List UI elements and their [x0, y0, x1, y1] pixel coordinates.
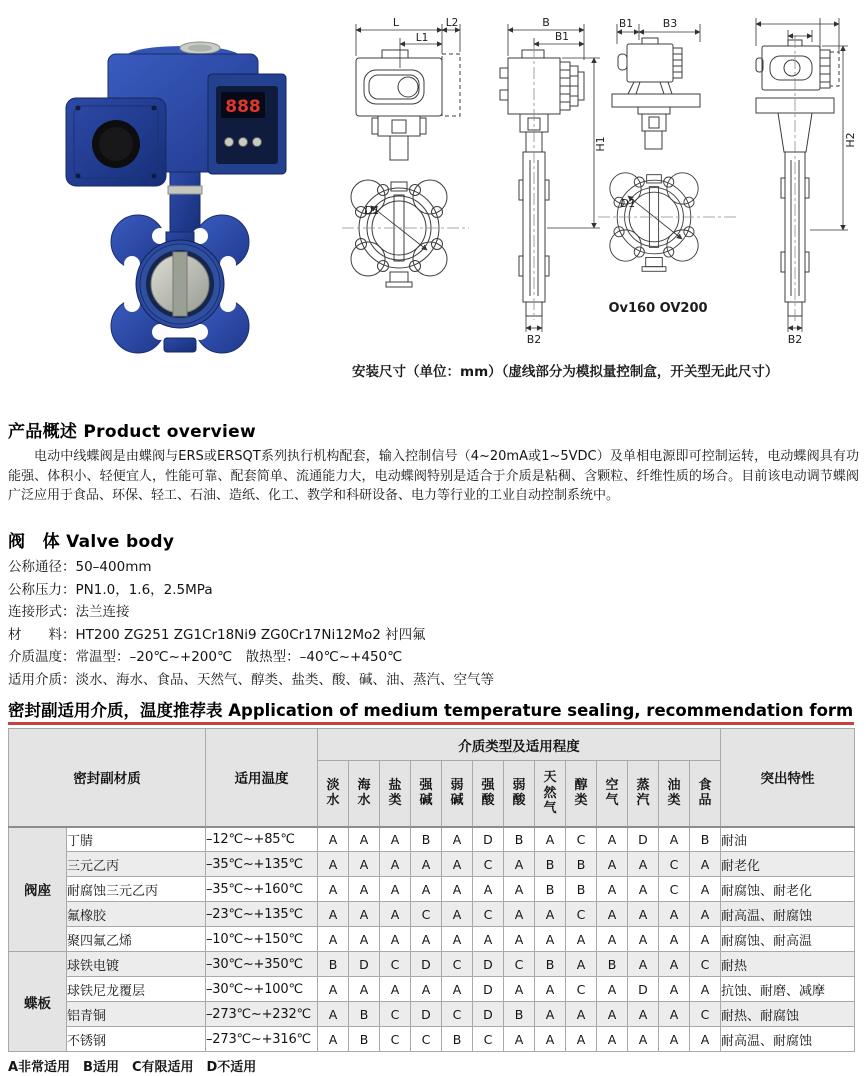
- stem-band: [168, 186, 202, 194]
- table-row: [9, 1002, 855, 1027]
- cell-rating: A: [504, 877, 535, 902]
- table-row: [9, 977, 855, 1002]
- cell-feature: 耐腐蚀、耐高温: [721, 927, 855, 952]
- dim-B2: B2: [787, 333, 803, 346]
- cell-rating: A: [349, 902, 380, 927]
- spec-value: 50–400mm: [75, 559, 152, 575]
- valve-body-title: 阀 体 Valve body: [8, 532, 175, 552]
- cell-rating: A: [659, 927, 690, 952]
- dim-B: B: [542, 16, 550, 29]
- table-row: [9, 927, 855, 952]
- table-row: [9, 877, 855, 902]
- display-digits: 888: [225, 97, 261, 117]
- cell-rating: A: [535, 1027, 566, 1052]
- cell-rating: A: [504, 977, 535, 1002]
- medium-header-0: 淡水: [318, 761, 349, 827]
- cell-temperature: –273℃~+232℃: [206, 1002, 318, 1027]
- cell-material: 球铁尼龙覆层: [67, 977, 206, 1002]
- header-material: 密封副材质: [9, 729, 206, 827]
- cell-rating: A: [473, 927, 504, 952]
- cell-rating: D: [628, 977, 659, 1002]
- cell-rating: C: [380, 1027, 411, 1052]
- panel-button: [239, 138, 248, 147]
- cell-rating: D: [628, 827, 659, 852]
- cell-material: 耐腐蚀三元乙丙: [67, 877, 206, 902]
- cell-rating: A: [597, 852, 628, 877]
- cell-rating: B: [504, 1002, 535, 1027]
- cell-rating: B: [690, 827, 721, 852]
- cell-rating: A: [659, 1027, 690, 1052]
- cell-rating: C: [659, 877, 690, 902]
- cell-rating: C: [659, 852, 690, 877]
- dim-B1: B1: [555, 31, 569, 43]
- cell-rating: A: [535, 977, 566, 1002]
- cell-rating: A: [349, 927, 380, 952]
- cell-temperature: –23℃~+135℃: [206, 902, 318, 927]
- cell-material: 三元乙丙: [67, 852, 206, 877]
- cell-rating: A: [659, 952, 690, 977]
- cell-rating: A: [442, 977, 473, 1002]
- cell-rating: A: [597, 827, 628, 852]
- cell-rating: A: [566, 927, 597, 952]
- bolt-hole: [220, 296, 236, 312]
- cell-rating: A: [628, 952, 659, 977]
- cell-rating: A: [504, 1027, 535, 1052]
- cell-rating: A: [535, 902, 566, 927]
- cell-rating: A: [318, 852, 349, 877]
- table-body: [9, 827, 855, 1052]
- medium-header-1: 海水: [349, 761, 380, 827]
- dimension-lines: [356, 18, 848, 332]
- cell-rating: A: [318, 977, 349, 1002]
- cell-rating: A: [318, 1027, 349, 1052]
- cell-feature: 耐老化: [721, 852, 855, 877]
- cell-rating: B: [318, 952, 349, 977]
- cell-rating: A: [535, 827, 566, 852]
- medium-header-9: 空气: [597, 761, 628, 827]
- spec-line: [8, 579, 859, 602]
- cell-material: 聚四氟乙烯: [67, 927, 206, 952]
- cell-temperature: –30℃~+350℃: [206, 952, 318, 977]
- cell-rating: A: [597, 977, 628, 1002]
- dim-B3: B3: [662, 17, 678, 30]
- cell-rating: A: [318, 877, 349, 902]
- cell-rating: A: [690, 1027, 721, 1052]
- dim-L2: L2: [445, 17, 459, 29]
- cell-rating: A: [628, 1002, 659, 1027]
- bolt-hole: [124, 296, 140, 312]
- cell-rating: A: [690, 902, 721, 927]
- cell-material: 球铁电镀: [67, 952, 206, 977]
- recommendation-title: 密封副适用介质，温度推荐表 Application of medium temperature sealing, recommendation form: [8, 701, 854, 720]
- header-feature: 突出特性: [721, 729, 855, 827]
- cell-rating: A: [411, 877, 442, 902]
- screw: [76, 174, 81, 179]
- cell-rating: C: [380, 952, 411, 977]
- medium-header-2: 盐类: [380, 761, 411, 827]
- spec-label: 公称通径：: [8, 559, 76, 575]
- table-row: [9, 827, 855, 852]
- dim-B1: B1: [619, 18, 633, 30]
- cell-rating: A: [597, 1027, 628, 1052]
- cell-rating: C: [411, 1027, 442, 1052]
- dim-D1: D1: [364, 204, 380, 217]
- cell-rating: A: [318, 902, 349, 927]
- cell-rating: A: [380, 927, 411, 952]
- cell-rating: C: [473, 902, 504, 927]
- cell-rating: A: [411, 927, 442, 952]
- cell-rating: A: [411, 977, 442, 1002]
- cell-rating: A: [566, 952, 597, 977]
- cell-rating: D: [473, 827, 504, 852]
- cell-rating: B: [535, 852, 566, 877]
- cell-rating: A: [318, 1002, 349, 1027]
- cell-rating: C: [473, 1027, 504, 1052]
- overview-title: 产品概述 Product overview: [8, 422, 256, 442]
- cell-rating: C: [690, 952, 721, 977]
- medium-header-6: 弱酸: [504, 761, 535, 827]
- cell-rating: B: [535, 952, 566, 977]
- cell-rating: B: [442, 1027, 473, 1052]
- cell-rating: A: [628, 877, 659, 902]
- cell-rating: A: [690, 977, 721, 1002]
- dim-H2: H2: [844, 132, 857, 148]
- dim-D1: D1: [620, 197, 636, 210]
- cell-rating: A: [659, 902, 690, 927]
- spec-label: 材 料：: [8, 626, 76, 643]
- cell-rating: C: [566, 977, 597, 1002]
- cell-rating: A: [504, 852, 535, 877]
- medium-header-12: 食品: [690, 761, 721, 827]
- model-note: Ov160 OV200: [608, 301, 708, 316]
- cell-rating: A: [597, 927, 628, 952]
- spec-label: 公称压力：: [8, 581, 76, 598]
- cell-rating: A: [442, 877, 473, 902]
- spec-value: 法兰连接: [75, 604, 130, 620]
- cell-rating: A: [628, 902, 659, 927]
- table-row: [9, 1027, 855, 1052]
- dim-L: L: [392, 16, 400, 29]
- cell-rating: A: [566, 1027, 597, 1052]
- cell-rating: A: [597, 902, 628, 927]
- cell-rating: A: [659, 827, 690, 852]
- cell-rating: A: [442, 852, 473, 877]
- cell-rating: C: [380, 1002, 411, 1027]
- disc-shaft: [173, 252, 187, 316]
- cell-rating: B: [566, 877, 597, 902]
- cell-rating: A: [690, 877, 721, 902]
- medium-header-4: 弱碱: [442, 761, 473, 827]
- valve-body-specs: [8, 556, 859, 691]
- table-row: [9, 852, 855, 877]
- cell-rating: B: [349, 1002, 380, 1027]
- panel-button: [225, 138, 234, 147]
- cell-material: 铝青铜: [67, 1002, 206, 1027]
- cell-rating: A: [349, 852, 380, 877]
- cell-temperature: –12℃~+85℃: [206, 827, 318, 852]
- product-photo: [58, 26, 293, 356]
- cell-rating: C: [473, 852, 504, 877]
- cell-rating: A: [628, 927, 659, 952]
- cell-rating: A: [380, 877, 411, 902]
- cell-rating: A: [318, 827, 349, 852]
- cell-rating: A: [504, 902, 535, 927]
- cell-rating: A: [566, 1002, 597, 1027]
- cell-temperature: –10℃~+150℃: [206, 927, 318, 952]
- header-temperature: 适用温度: [206, 729, 318, 827]
- cell-rating: B: [411, 827, 442, 852]
- screw: [152, 106, 157, 111]
- cell-temperature: –35℃~+160℃: [206, 877, 318, 902]
- cell-rating: C: [442, 1002, 473, 1027]
- table-row: [9, 952, 855, 977]
- medium-header-7: 天然气: [535, 761, 566, 827]
- spec-line: [8, 624, 859, 647]
- cell-rating: D: [473, 1002, 504, 1027]
- cell-rating: D: [349, 952, 380, 977]
- hand-knob-inner: [99, 127, 133, 161]
- cell-rating: A: [628, 852, 659, 877]
- spec-value: 常温型：–20℃~+200℃ 散热型：–40℃~+450℃: [75, 649, 403, 665]
- cell-rating: A: [442, 902, 473, 927]
- cell-rating: B: [566, 852, 597, 877]
- cell-rating: A: [349, 977, 380, 1002]
- cell-rating: A: [318, 927, 349, 952]
- cell-rating: C: [690, 1002, 721, 1027]
- dim-B2: B2: [526, 333, 542, 346]
- table-row: [9, 902, 855, 927]
- cell-temperature: –35℃~+135℃: [206, 852, 318, 877]
- bottom-stub: [164, 338, 196, 352]
- group-label: 蝶板: [9, 952, 67, 1052]
- group-label: 阀座: [9, 827, 67, 952]
- dimension-labels: [364, 16, 857, 346]
- cell-material: 氟橡胶: [67, 902, 206, 927]
- cell-rating: A: [628, 1027, 659, 1052]
- cell-rating: B: [535, 877, 566, 902]
- screw: [76, 106, 81, 111]
- cell-rating: A: [659, 1002, 690, 1027]
- cell-rating: A: [535, 927, 566, 952]
- rating-legend: A非常适用 B适用 C有限适用 D不适用: [8, 1060, 257, 1075]
- spec-label: 连接形式：: [8, 604, 76, 620]
- cell-rating: A: [690, 852, 721, 877]
- cell-rating: A: [597, 1002, 628, 1027]
- cell-feature: 耐热: [721, 952, 855, 977]
- bolt-hole: [152, 324, 168, 340]
- cell-rating: C: [442, 952, 473, 977]
- cell-feature: 耐热、耐腐蚀: [721, 1002, 855, 1027]
- cell-rating: D: [473, 977, 504, 1002]
- medium-header-3: 强碱: [411, 761, 442, 827]
- cell-rating: A: [442, 827, 473, 852]
- cell-rating: C: [504, 952, 535, 977]
- cell-rating: A: [380, 827, 411, 852]
- cell-rating: A: [504, 927, 535, 952]
- cell-feature: 耐腐蚀、耐老化: [721, 877, 855, 902]
- cell-rating: A: [349, 877, 380, 902]
- spec-value: 淡水、海水、食品、天然气、醇类、盐类、酸、碱、油、蒸汽、空气等: [75, 671, 494, 688]
- dim-H1: H1: [594, 136, 607, 152]
- spec-label: 适用介质：: [8, 671, 76, 688]
- cell-rating: A: [442, 927, 473, 952]
- cell-feature: 耐高温、耐腐蚀: [721, 1027, 855, 1052]
- cell-temperature: –30℃~+100℃: [206, 977, 318, 1002]
- spec-value: HT200 ZG251 ZG1Cr18Ni9 ZG0Cr17Ni12Mo2 衬四氟: [75, 626, 426, 643]
- cell-rating: D: [473, 952, 504, 977]
- cell-rating: A: [659, 977, 690, 1002]
- cell-rating: D: [411, 1002, 442, 1027]
- cell-rating: B: [597, 952, 628, 977]
- recommendation-table: [8, 728, 855, 1052]
- dimension-drawings: [342, 10, 860, 352]
- cell-material: 不锈钢: [67, 1027, 206, 1052]
- cell-rating: D: [411, 952, 442, 977]
- cell-rating: A: [380, 902, 411, 927]
- cell-temperature: –273℃~+316℃: [206, 1027, 318, 1052]
- analog-box-dashed: [442, 54, 460, 116]
- header-medium-group: 介质类型及适用程度: [318, 729, 721, 761]
- cell-rating: A: [380, 852, 411, 877]
- cell-rating: B: [504, 827, 535, 852]
- bolt-hole: [124, 256, 140, 272]
- medium-header-10: 蒸汽: [628, 761, 659, 827]
- medium-header-8: 醇类: [566, 761, 597, 827]
- accent-divider: [8, 722, 854, 725]
- drawing-outlines: [342, 36, 839, 322]
- cell-rating: B: [349, 1027, 380, 1052]
- spec-line: [8, 646, 859, 669]
- overview-body: 电动中线蝶阀是由蝶阀与ERS或ERSQT系列执行机构配套，输入控制信号（4~20mA或1~5VDC）及单相电源即可控制运转，电动蝶阀具有功能强、体积小、轻便宜人，性能可靠、配套简单、流通能力大，电动蝶阀特别是适合于介质是粘稠、含颗粒、纤维性质的场合。目前该电动调节蝶阀广泛应用于食品、环保、轻工、石油、造纸、化工、教学和科研设备、电力等行业的工业自动控制系统中。: [8, 449, 859, 503]
- spec-line: [8, 669, 859, 692]
- cell-rating: A: [473, 877, 504, 902]
- bolt-hole: [220, 256, 236, 272]
- cell-feature: 抗蚀、耐磨、减摩: [721, 977, 855, 1002]
- screw: [152, 174, 157, 179]
- cell-rating: C: [566, 902, 597, 927]
- cell-rating: C: [566, 827, 597, 852]
- cell-rating: A: [349, 827, 380, 852]
- cell-feature: 耐油: [721, 827, 855, 852]
- cell-rating: A: [380, 977, 411, 1002]
- cell-rating: C: [411, 902, 442, 927]
- cell-rating: A: [411, 852, 442, 877]
- top-ring-inner: [188, 45, 212, 52]
- panel-button: [253, 138, 262, 147]
- cell-rating: A: [690, 927, 721, 952]
- cell-material: 丁腈: [67, 827, 206, 852]
- medium-header-5: 强酸: [473, 761, 504, 827]
- drawings-caption: 安装尺寸（单位：mm）（虚线部分为模拟量控制盒，开关型无此尺寸）: [352, 364, 779, 380]
- dim-L1: L1: [415, 32, 429, 44]
- cell-rating: A: [535, 1002, 566, 1027]
- cell-rating: A: [597, 877, 628, 902]
- spec-label: 介质温度：: [8, 649, 76, 665]
- cell-feature: 耐高温、耐腐蚀: [721, 902, 855, 927]
- bolt-hole: [192, 324, 208, 340]
- spec-line: [8, 601, 859, 624]
- spec-value: PN1.0，1.6，2.5MPa: [75, 581, 213, 598]
- spec-line: [8, 556, 859, 579]
- medium-header-11: 油类: [659, 761, 690, 827]
